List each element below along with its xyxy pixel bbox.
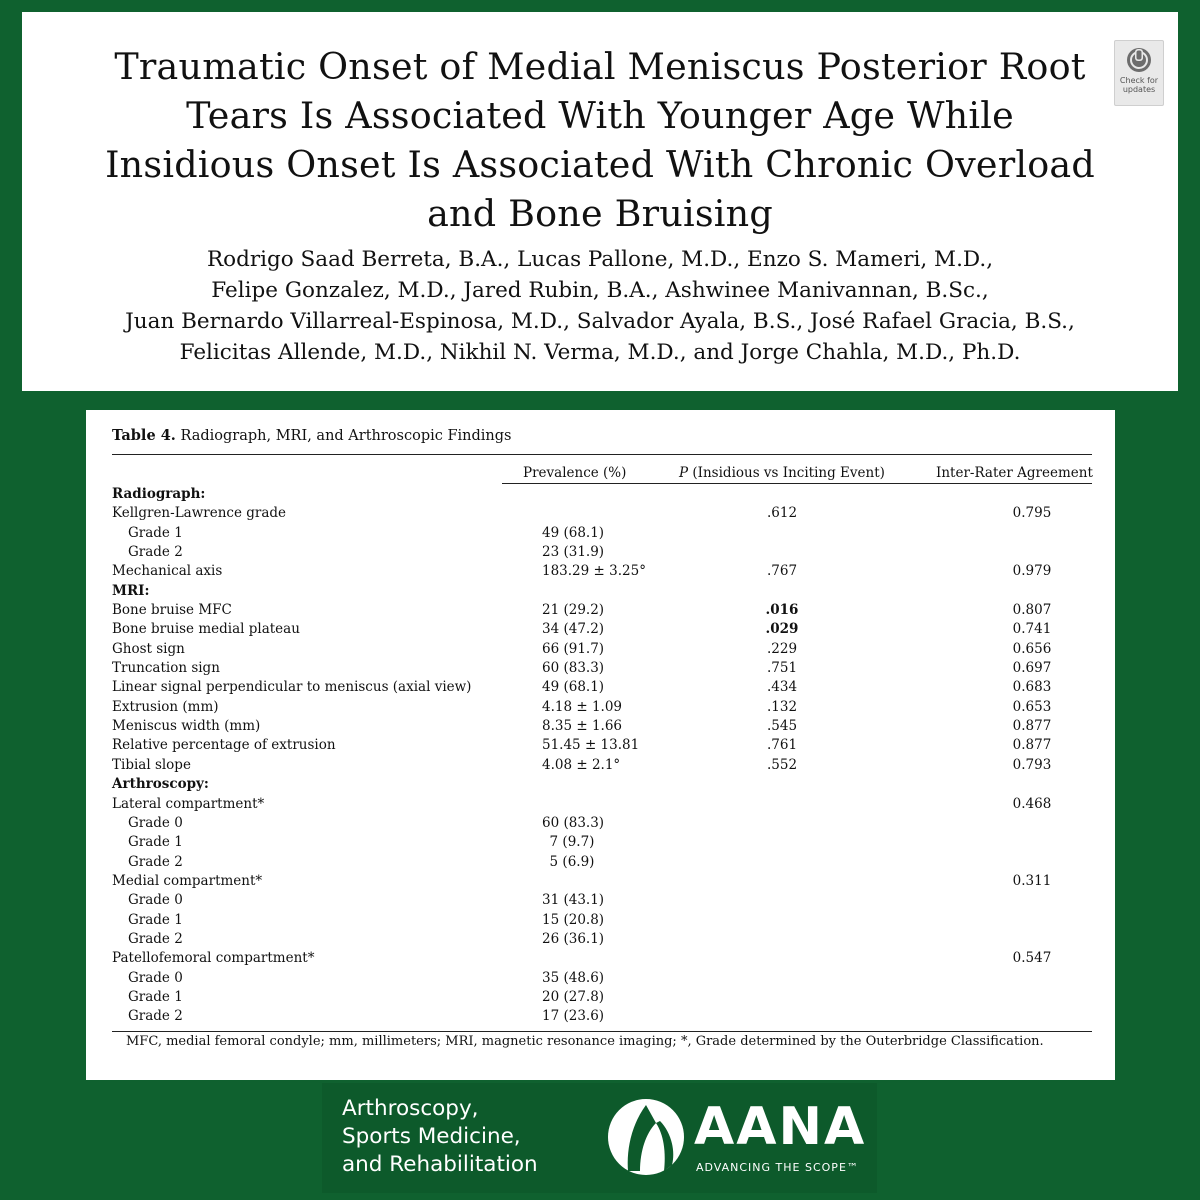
cell-agreement: 0.877 [1012,718,1052,735]
author-line: Felicitas Allende, M.D., Nikhil N. Verma, M.D., and Jorge Chahla, M.D., Ph.D. [179,340,1021,365]
cell-agreement: 0.653 [1012,698,1052,715]
table-body [112,485,1092,1027]
cell-prevalence: 8.35 ± 1.66 [542,718,623,735]
section-heading: MRI: [112,582,150,599]
table-row [112,659,1092,678]
author-line: Felipe Gonzalez, M.D., Jared Rubin, B.A., Ashwinee Manivannan, B.Sc., [211,278,989,303]
row-label: Grade 0 [128,814,183,831]
row-label: Grade 0 [128,969,183,986]
cell-prevalence: 7 (9.7) [549,834,595,851]
header-rule [502,483,1092,484]
table-row [112,930,1092,949]
table-row [112,524,1092,543]
row-label: Grade 2 [128,930,183,947]
header-p-italic: P [679,465,689,481]
cell-prevalence: 34 (47.2) [542,621,605,638]
section-heading: Arthroscopy: [112,776,209,793]
row-label: Grade 1 [128,524,183,541]
cell-p-value: .029 [765,621,799,638]
table-row [112,775,1092,794]
cell-agreement: 0.547 [1012,950,1052,967]
table-row [112,872,1092,891]
cell-agreement: 0.807 [1012,602,1052,619]
table-row [112,949,1092,968]
row-label: Truncation sign [112,660,220,677]
cell-prevalence: 60 (83.3) [542,660,605,677]
aana-wordmark: AANA [694,1097,867,1157]
table-row [112,640,1092,659]
table-row [112,969,1092,988]
cell-prevalence: 60 (83.3) [542,814,605,831]
row-label: Grade 1 [128,834,183,851]
title-line: Traumatic Onset of Medial Meniscus Posterior Root [114,45,1086,88]
article-title [62,42,1138,238]
header-prevalence: Prevalence (%) [523,465,627,481]
row-label: Bone bruise MFC [112,602,232,619]
row-label: Kellgren-Lawrence grade [112,505,287,522]
row-label: Ghost sign [112,640,185,657]
cell-prevalence: 21 (29.2) [542,602,605,619]
row-label: Mechanical axis [112,563,223,580]
section-heading: Radiograph: [112,486,206,502]
cell-p-value: .229 [766,640,798,657]
row-label: Tibial slope [112,756,191,773]
badge-line: updates [1122,85,1156,94]
table-top-rule [112,454,1092,455]
row-label: Grade 0 [128,892,183,909]
table-row [112,911,1092,930]
table-row [112,717,1092,736]
title-line: and Bone Bruising [427,192,773,235]
cell-prevalence: 31 (43.1) [542,892,605,909]
cell-p-value: .016 [765,602,799,619]
author-line: Juan Bernardo Villarreal-Espinosa, M.D., Salvador Ayala, B.S., José Rafael Gracia, B.S., [125,309,1075,334]
title-line: Insidious Onset Is Associated With Chronic Overload [105,143,1095,186]
cell-prevalence: 20 (27.8) [542,988,605,1005]
journal-line: and Rehabilitation [342,1152,538,1177]
table-row [112,814,1092,833]
table-row [112,853,1092,872]
cell-prevalence: 49 (68.1) [542,679,605,696]
cell-agreement: 0.979 [1012,563,1052,580]
cell-prevalence: 183.29 ± 3.25° [542,563,646,580]
row-label: Relative percentage of extrusion [112,737,336,754]
row-label: Extrusion (mm) [112,698,219,715]
cell-p-value: .767 [766,563,798,580]
badge-line: Check for [1119,76,1159,85]
author-line: Rodrigo Saad Berreta, B.A., Lucas Pallone, M.D., Enzo S. Mameri, M.D., [206,247,994,272]
cell-prevalence: 49 (68.1) [542,524,605,541]
row-label: Grade 2 [128,853,183,870]
table-row [112,988,1092,1007]
table-row [112,504,1092,523]
table-row [112,698,1092,717]
cell-agreement: 0.795 [1012,505,1052,522]
row-label: Bone bruise medial plateau [112,621,300,638]
author-list [22,244,1178,368]
table-row [112,543,1092,562]
table-row [112,756,1092,775]
row-label: Linear signal perpendicular to meniscus (axial view) [112,679,472,696]
table-row [112,582,1092,601]
table-row [112,620,1092,639]
table-footnote: MFC, medial femoral condyle; mm, millimeters; MRI, magnetic resonance imaging; *, Grade determined by the Outerbridge Classification. [126,1034,1044,1049]
title-card [22,12,1178,391]
table-caption [112,427,511,444]
cell-prevalence: 5 (6.9) [549,853,595,870]
table-row [112,833,1092,852]
cell-p-value: .434 [766,679,798,696]
badge-label [1115,76,1163,94]
row-label: Medial compartment* [112,872,263,889]
aana-logo-icon [606,1093,686,1183]
table-card [86,410,1115,1080]
cell-agreement: 0.877 [1012,737,1052,754]
cell-agreement: 0.683 [1012,679,1052,696]
table-label: Table 4. [112,427,176,444]
cell-prevalence: 26 (36.1) [542,930,605,947]
cell-prevalence: 17 (23.6) [542,1008,605,1025]
cell-prevalence: 35 (48.6) [542,969,605,986]
table-row [112,485,1092,504]
cell-p-value: .552 [766,756,798,773]
check-for-updates-badge[interactable] [1114,40,1164,106]
table-bottom-rule [112,1031,1092,1032]
row-label: Lateral compartment* [112,795,265,812]
row-label: Patellofemoral compartment* [112,950,315,967]
table-row [112,1007,1092,1026]
cell-p-value: .761 [766,737,798,754]
journal-line: Arthroscopy, [342,1096,479,1121]
table-caption-text: Radiograph, MRI, and Arthroscopic Findings [175,428,512,444]
header-p-rest: (Insidious vs Inciting Event) [688,465,885,481]
cell-p-value: .612 [766,505,798,522]
cell-agreement: 0.311 [1012,872,1052,889]
table-row [112,795,1092,814]
cell-agreement: 0.697 [1012,660,1052,677]
table-row [112,736,1092,755]
table-row [112,601,1092,620]
cell-agreement: 0.656 [1012,640,1052,657]
row-label: Grade 2 [128,1008,183,1025]
row-label: Grade 1 [128,911,183,928]
table-row [112,678,1092,697]
title-line: Tears Is Associated With Younger Age While [186,94,1014,137]
aana-tagline: ADVANCING THE SCOPE™ [696,1161,859,1174]
cell-p-value: .751 [766,660,798,677]
table-row [112,891,1092,910]
cell-agreement: 0.468 [1012,795,1052,812]
cell-prevalence: 51.45 ± 13.81 [542,737,640,754]
header-agreement: Inter-Rater Agreement [936,465,1093,481]
journal-name [342,1095,538,1179]
cell-prevalence: 23 (31.9) [542,544,605,561]
row-label: Grade 2 [128,544,183,561]
journal-line: Sports Medicine, [342,1124,521,1149]
row-label: Grade 1 [128,988,183,1005]
cell-p-value: .545 [766,718,798,735]
cell-agreement: 0.793 [1012,756,1052,773]
cell-prevalence: 4.08 ± 2.1° [542,756,621,773]
row-label: Meniscus width (mm) [112,718,261,735]
cell-p-value: .132 [766,698,798,715]
table-row [112,562,1092,581]
header-p-value [679,465,885,481]
cell-prevalence: 15 (20.8) [542,911,605,928]
cell-agreement: 0.741 [1012,621,1052,638]
cell-prevalence: 66 (91.7) [542,640,605,657]
brand-panel [322,1083,877,1193]
cell-prevalence: 4.18 ± 1.09 [542,698,623,715]
check-updates-icon [1125,46,1153,74]
